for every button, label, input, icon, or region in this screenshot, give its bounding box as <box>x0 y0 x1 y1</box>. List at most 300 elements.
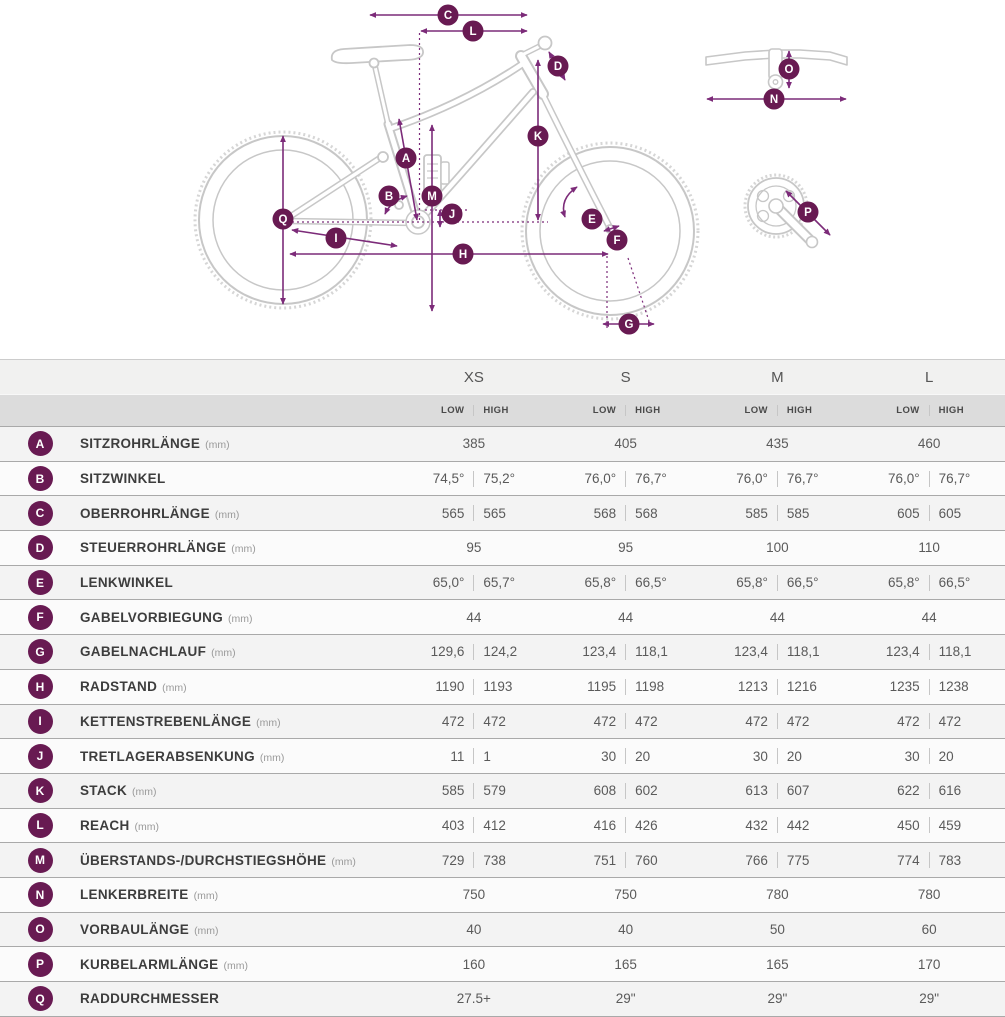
row-letter-badge: B <box>28 466 53 491</box>
row-letter-cell <box>0 986 80 1011</box>
value-low: 65,0° <box>432 575 465 591</box>
row-letter-cell <box>0 744 80 769</box>
value-high: 76,7° <box>786 471 819 487</box>
value-cell <box>398 540 550 555</box>
row-letter-cell <box>0 431 80 456</box>
value-cell <box>398 748 550 764</box>
value-cell <box>550 748 702 764</box>
value-cell <box>702 575 854 591</box>
row-name-cell <box>80 610 398 625</box>
value-cell <box>550 436 702 451</box>
value-high: 442 <box>786 817 810 833</box>
value-low: 568 <box>593 505 617 521</box>
value-low: 1213 <box>737 679 768 695</box>
value-low: 729 <box>441 852 465 868</box>
row-letter-cell <box>0 501 80 526</box>
row-name-cell <box>80 506 398 521</box>
value-cell <box>550 887 702 902</box>
row-name-cell <box>80 749 398 764</box>
row-letter-badge: D <box>28 535 53 560</box>
row-unit: (mm) <box>256 716 281 729</box>
table-row <box>0 808 1005 843</box>
value-cell <box>853 852 1005 868</box>
row-unit: (mm) <box>134 820 160 833</box>
value-low: 123,4 <box>885 644 920 660</box>
value-low: 74,5° <box>432 471 465 487</box>
svg-text:M: M <box>427 191 437 203</box>
svg-text:B: B <box>384 191 394 203</box>
value-cell <box>398 852 550 868</box>
row-name-cell <box>80 540 398 555</box>
row-letter-badge: E <box>28 570 53 595</box>
value-cell <box>853 679 1005 695</box>
value-high: 738 <box>483 852 506 868</box>
value-cell <box>550 957 702 972</box>
diagram-label-m <box>422 186 443 207</box>
value-low: 751 <box>593 852 617 868</box>
row-letter-badge: L <box>28 813 53 838</box>
row-letter-cell <box>0 535 80 560</box>
value-cell <box>702 505 854 521</box>
value-cell <box>853 610 1005 625</box>
value-cell <box>398 505 550 521</box>
value-low: 123,4 <box>582 644 617 660</box>
table-row <box>0 912 1005 947</box>
value-single: 40 <box>466 921 482 937</box>
value-single: 160 <box>462 956 486 972</box>
row-name: GABELNACHLAUF <box>80 644 207 660</box>
subheader-cell <box>853 405 1005 416</box>
column-header: M <box>771 368 784 386</box>
svg-text:F: F <box>613 235 621 247</box>
svg-text:D: D <box>553 61 563 73</box>
value-high: 565 <box>483 505 506 521</box>
table-row <box>0 461 1005 496</box>
diagram-label-g <box>619 314 640 335</box>
value-single: 95 <box>618 540 634 556</box>
row-name: REACH <box>80 817 130 833</box>
value-cell <box>702 922 854 937</box>
value-single: 50 <box>769 921 785 937</box>
row-letter-badge: F <box>28 605 53 630</box>
value-low: 622 <box>897 783 920 799</box>
svg-text:I: I <box>334 233 338 245</box>
value-cell <box>853 922 1005 937</box>
table-row <box>0 426 1005 461</box>
row-name: STACK <box>80 783 127 799</box>
row-name-cell <box>80 436 398 451</box>
value-high: 472 <box>483 713 506 729</box>
value-cell <box>398 679 550 695</box>
value-cell <box>398 991 550 1006</box>
row-name: OBERROHRLÄNGE <box>80 505 210 521</box>
row-letter-cell <box>0 882 80 907</box>
value-cell <box>550 471 702 487</box>
row-name: KURBELARMLÄNGE <box>80 956 219 972</box>
row-letter-cell <box>0 639 80 664</box>
value-low: 129,6 <box>430 644 465 660</box>
high-label: HIGH <box>483 405 509 416</box>
value-single: 60 <box>921 921 937 937</box>
subheader-cell <box>702 405 854 416</box>
value-single: 460 <box>917 436 941 452</box>
svg-text:O: O <box>784 64 794 76</box>
value-cell <box>550 991 702 1006</box>
row-name: RADDURCHMESSER <box>80 991 220 1007</box>
value-low: 472 <box>441 713 465 729</box>
value-high: 76,7° <box>938 471 971 487</box>
value-high: 124,2 <box>483 644 518 660</box>
value-cell <box>550 922 702 937</box>
value-high: 1193 <box>483 679 513 695</box>
table-row <box>0 946 1005 981</box>
value-high: 20 <box>635 748 651 764</box>
value-cell <box>550 575 702 591</box>
value-low: 472 <box>593 713 617 729</box>
diagram-label-c <box>438 5 459 26</box>
value-high: 775 <box>786 852 810 868</box>
row-letter-cell <box>0 466 80 491</box>
value-single: 40 <box>618 921 634 937</box>
row-name: VORBAULÄNGE <box>80 921 190 937</box>
row-letter-cell <box>0 952 80 977</box>
value-cell <box>853 957 1005 972</box>
column-header: S <box>620 368 631 386</box>
svg-text:N: N <box>769 94 779 106</box>
value-low: 472 <box>745 713 768 729</box>
svg-text:G: G <box>624 319 634 331</box>
row-letter-badge: H <box>28 674 53 699</box>
table-row <box>0 842 1005 877</box>
value-cell <box>550 852 702 868</box>
row-unit: (mm) <box>194 924 219 937</box>
value-cell <box>550 540 702 555</box>
diagram-label-a <box>396 148 417 169</box>
svg-text:P: P <box>804 207 812 219</box>
svg-text:L: L <box>469 26 477 38</box>
diagram-label-f <box>607 230 628 251</box>
low-label: LOW <box>592 405 617 416</box>
row-name-cell <box>80 957 398 972</box>
row-name-cell <box>80 853 398 868</box>
high-label: HIGH <box>635 405 661 416</box>
value-single: 27.5+ <box>456 991 491 1007</box>
value-low: 450 <box>897 817 920 833</box>
row-unit: (mm) <box>331 855 356 868</box>
diagram-label-p <box>798 202 819 223</box>
value-single: 165 <box>614 956 637 972</box>
row-letter-badge: J <box>28 744 53 769</box>
row-letter-badge: P <box>28 952 53 977</box>
svg-text:E: E <box>588 214 596 226</box>
row-letter-cell <box>0 778 80 803</box>
value-single: 780 <box>917 887 941 903</box>
value-high: 66,5° <box>635 575 667 591</box>
row-name-cell <box>80 471 398 486</box>
row-name: SITZWINKEL <box>80 471 166 487</box>
row-name-cell <box>80 783 398 798</box>
column-header: L <box>924 368 934 386</box>
value-single: 44 <box>466 609 482 625</box>
row-name: LENKWINKEL <box>80 575 173 591</box>
svg-text:H: H <box>458 249 468 261</box>
value-high: 472 <box>938 713 962 729</box>
row-unit: (mm) <box>193 890 219 903</box>
value-high: 66,5° <box>786 575 819 591</box>
value-low: 416 <box>593 817 617 833</box>
svg-text:J: J <box>448 209 456 221</box>
value-high: 20 <box>786 748 802 764</box>
value-high: 118,1 <box>938 644 972 660</box>
row-name: GABELVORBIEGUNG <box>80 609 224 625</box>
row-name-cell <box>80 887 398 902</box>
table-row <box>0 599 1005 634</box>
table-row <box>0 738 1005 773</box>
low-label: LOW <box>441 405 465 416</box>
row-unit: (mm) <box>223 959 248 972</box>
value-cell <box>398 471 550 487</box>
diagram-label-k <box>528 126 549 147</box>
value-low: 1195 <box>587 679 617 695</box>
value-low: 76,0° <box>736 471 768 487</box>
value-single: 44 <box>921 609 937 625</box>
value-cell <box>702 679 854 695</box>
value-cell <box>398 817 550 833</box>
value-low: 30 <box>904 748 920 764</box>
value-single: 170 <box>917 956 941 972</box>
value-cell <box>853 713 1005 729</box>
row-letter-badge: C <box>28 501 53 526</box>
value-cell <box>853 505 1005 521</box>
value-cell <box>398 610 550 625</box>
low-label: LOW <box>896 405 920 416</box>
table-row <box>0 530 1005 565</box>
row-letter-badge: M <box>28 848 53 873</box>
row-name-cell <box>80 991 398 1006</box>
value-cell <box>398 922 550 937</box>
table-row <box>0 634 1005 669</box>
diagram-label-q <box>273 209 294 230</box>
value-cell <box>550 783 702 799</box>
value-low: 65,8° <box>736 575 768 591</box>
value-low: 30 <box>752 748 768 764</box>
value-cell <box>398 713 550 729</box>
diagram-label-j <box>442 204 463 225</box>
value-single: 29" <box>767 991 788 1007</box>
value-cell <box>853 887 1005 902</box>
row-letter-cell <box>0 917 80 942</box>
row-letter-cell <box>0 848 80 873</box>
value-single: 165 <box>766 956 789 972</box>
value-high: 20 <box>938 748 954 764</box>
value-high: 616 <box>938 783 962 799</box>
table-row <box>0 773 1005 808</box>
value-cell <box>550 713 702 729</box>
value-low: 76,0° <box>887 471 920 487</box>
value-high: 783 <box>938 852 962 868</box>
row-name-cell <box>80 644 398 659</box>
value-cell <box>702 957 854 972</box>
low-label: LOW <box>744 405 768 416</box>
row-name: LENKERBREITE <box>80 887 189 903</box>
table-row <box>0 669 1005 704</box>
value-high: 426 <box>635 817 658 833</box>
row-letter-badge: O <box>28 917 53 942</box>
row-letter-badge: I <box>28 709 53 734</box>
row-letter-badge: N <box>28 882 53 907</box>
value-cell <box>702 644 854 660</box>
value-cell <box>550 505 702 521</box>
row-letter-cell <box>0 674 80 699</box>
value-low: 1190 <box>435 679 465 695</box>
value-high: 607 <box>786 783 810 799</box>
value-low: 123,4 <box>734 644 768 660</box>
value-high: 75,2° <box>483 471 516 487</box>
value-high: 118,1 <box>786 644 820 660</box>
table-row <box>0 981 1005 1016</box>
value-cell <box>398 575 550 591</box>
value-single: 44 <box>769 609 785 625</box>
row-name-cell <box>80 714 398 729</box>
diagram-label-d <box>548 56 569 77</box>
value-high: 66,5° <box>938 575 971 591</box>
value-cell <box>853 644 1005 660</box>
value-cell <box>702 817 854 833</box>
value-high: 568 <box>635 505 658 521</box>
column-header: XS <box>463 368 484 386</box>
row-name-cell <box>80 679 398 694</box>
diagram-label-b <box>379 186 400 207</box>
value-cell <box>702 471 854 487</box>
row-letter-badge: K <box>28 778 53 803</box>
value-low: 613 <box>745 783 768 799</box>
value-single: 405 <box>614 436 637 452</box>
diagram-label-e <box>582 209 603 230</box>
row-letter-cell <box>0 570 80 595</box>
table-row <box>0 565 1005 600</box>
value-cell <box>853 540 1005 555</box>
row-letter-badge: A <box>28 431 53 456</box>
svg-text:C: C <box>443 10 453 22</box>
geometry-table <box>0 359 1005 1017</box>
row-letter-badge: Q <box>28 986 53 1011</box>
value-cell <box>398 957 550 972</box>
value-low: 1235 <box>889 679 920 695</box>
high-label: HIGH <box>786 405 813 416</box>
value-cell <box>702 748 854 764</box>
value-cell <box>853 783 1005 799</box>
value-high: 1 <box>483 748 491 764</box>
value-cell <box>702 887 854 902</box>
value-cell <box>550 610 702 625</box>
value-single: 95 <box>466 540 482 556</box>
value-single: 29" <box>615 991 636 1007</box>
value-cell <box>702 610 854 625</box>
row-letter-cell <box>0 709 80 734</box>
diagram-label-n <box>764 89 785 110</box>
value-high: 472 <box>786 713 810 729</box>
value-single: 750 <box>614 887 637 903</box>
row-unit: (mm) <box>259 751 285 764</box>
subheader-cell <box>550 405 702 416</box>
value-cell <box>398 783 550 799</box>
value-high: 602 <box>635 783 658 799</box>
value-cell <box>702 713 854 729</box>
value-low: 585 <box>745 505 768 521</box>
value-high: 65,7° <box>483 575 516 591</box>
value-cell <box>550 679 702 695</box>
value-cell <box>550 644 702 660</box>
handlebar-top-view <box>706 49 847 89</box>
row-unit: (mm) <box>228 612 253 625</box>
value-low: 585 <box>441 783 465 799</box>
high-label: HIGH <box>938 405 964 416</box>
value-low: 766 <box>745 852 768 868</box>
value-cell <box>702 436 854 451</box>
value-low: 608 <box>593 783 617 799</box>
value-high: 579 <box>483 783 506 799</box>
table-row <box>0 704 1005 739</box>
value-cell <box>853 575 1005 591</box>
table-row <box>0 877 1005 912</box>
row-letter-cell <box>0 605 80 630</box>
value-high: 472 <box>635 713 658 729</box>
row-name: SITZROHRLÄNGE <box>80 436 201 452</box>
row-name: RADSTAND <box>80 679 158 695</box>
subheader-cell <box>398 405 550 416</box>
value-low: 11 <box>450 748 465 764</box>
value-low: 472 <box>897 713 920 729</box>
value-low: 774 <box>897 852 920 868</box>
svg-text:K: K <box>533 131 543 143</box>
row-unit: (mm) <box>211 647 236 660</box>
row-unit: (mm) <box>162 682 187 695</box>
value-low: 432 <box>745 817 768 833</box>
value-single: 110 <box>918 540 940 556</box>
value-high: 412 <box>483 817 506 833</box>
row-name: TRETLAGERABSENKUNG <box>80 748 255 764</box>
value-single: 44 <box>618 609 634 625</box>
value-high: 1198 <box>635 679 665 695</box>
value-high: 760 <box>635 852 658 868</box>
row-letter-cell <box>0 813 80 838</box>
value-cell <box>853 991 1005 1006</box>
value-cell <box>853 748 1005 764</box>
value-low: 65,8° <box>584 575 617 591</box>
value-cell <box>702 852 854 868</box>
value-low: 605 <box>897 505 920 521</box>
value-cell <box>702 991 854 1006</box>
value-cell <box>398 644 550 660</box>
table-subheader-row <box>0 394 1005 426</box>
value-cell <box>853 436 1005 451</box>
value-high: 459 <box>938 817 962 833</box>
value-single: 780 <box>766 887 789 903</box>
svg-text:A: A <box>401 153 411 165</box>
value-cell <box>398 436 550 451</box>
diagram-label-h <box>453 244 474 265</box>
value-low: 403 <box>441 817 465 833</box>
row-unit: (mm) <box>231 543 256 556</box>
table-row <box>0 495 1005 530</box>
value-cell <box>702 540 854 555</box>
value-single: 29" <box>919 991 940 1007</box>
value-single: 385 <box>462 436 486 452</box>
value-high: 118,1 <box>635 644 668 660</box>
value-cell <box>550 817 702 833</box>
value-cell <box>702 783 854 799</box>
row-name: STEUERROHRLÄNGE <box>80 540 227 556</box>
